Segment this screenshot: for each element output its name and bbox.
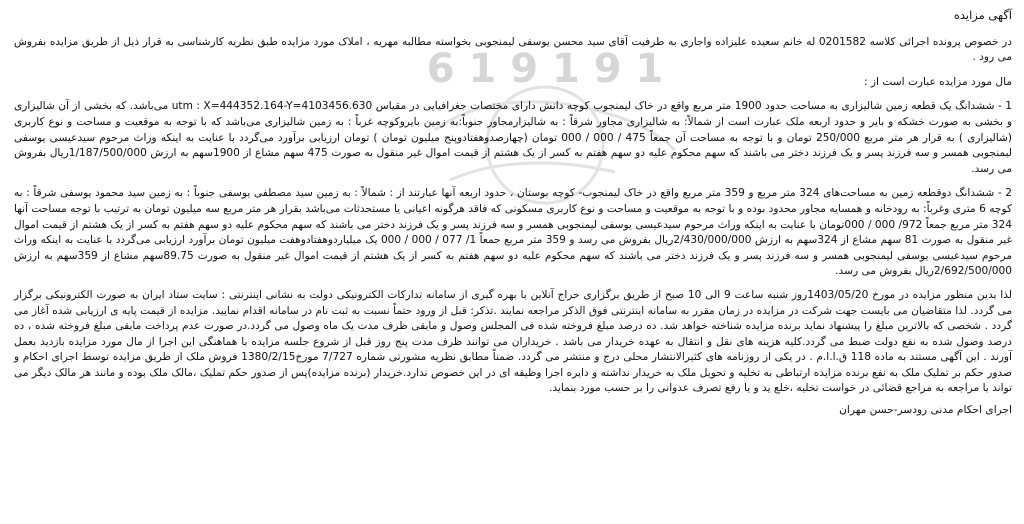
auction-terms-paragraph: لذا بدین منظور مزایده در مورخ 1403/05/20روز شنبه ساعت 9 الی 10 صبح از طریق برگزاری حراج آنلاین با بهره گیری از سامانه تدارکات الکترونیکی دولت به نشانی اینترنتی : سایت ستاد ایران به صورت الکترونیکی برگزار می گردد. لذا متقاضیان می بایست جهت شرکت در مزایده در زمان مقرر به سامانه اینترنتی فوق الذکر مراجعه نمایند .تذکر: قبل از ورود حتماً نسبت به ثبت نام در سامانه اقدام نمایید. مزایده از قیمت پایه ی ارزیابی شده آغاز می گردد . شخصی که بالاترین مبلغ را پیشنهاد نماید برنده مزایده شناخته خواهد شد. ده درصد مبلغ فروخته شده فی المجلس وصول و مابقی ظرف مدت یک ماه وصول می گردد.در صورت عدم پرداخت مابقی مبلغ فروخته شده ، ده درصد وصول شده به نفع دولت ضبط می گردد.کلیه هزینه های نقل و انتقال به عهده خریدار می باشد . خریداران می توانند ظرف مدت پنج روز قبل از شروع جلسه مزایده با هماهنگی این اجرا از مال مورد مزایده بازدید بعمل آورند . این آگهی مستند به ماده 118 ق.ا.ا.م . در یکی از روزنامه های کثیرالانتشار محلی درج و منتشر می گردد. ضمناً مطابق نظریه مشورتی شماره 7/727 مورخ1380/2/15 فروش ملک از طریق مزایده توسط اجرای احکام و صدور حکم بر تملیک ملک به نفع برنده مزایده ارتباطی به تخلیه و تحویل ملک به خریدار نداشته و دایره اجرا وظیفه ای در این خصوص ندارد.خریدار (برنده مزایده)پس از صدور حکم تملیک ،مالک ملک بوده و مانند هر مالک دیگر می تواند با مراجعه به مراجع قضائی در خواست تخلیه ،خلع ید و یا رفع تصرف عدوانی را بر حسب مورد بنماید. [14, 288, 1012, 395]
signature: اجرای احکام مدنی رودسر-حسن مهران [839, 404, 1012, 417]
property-subheading: مال مورد مزایده عبارت است از : [864, 75, 1012, 88]
intro-paragraph: در خصوص پرونده اجرائی کلاسه 0201582 له خانم سعیده علیزاده واجاری به طرفیت آقای سید محسن یوسفی لیمنجوبی بخواسته مطالبه مهریه ، املاک مورد مزایده طبق نظریه کارشناسی به قرار ذیل از طریق مزایده بفروش می رود . [14, 35, 1012, 64]
watermark-number: 6 1 9 1 9 1 [426, 46, 664, 92]
property-item-1: 1 - ششدانگ یک قطعه زمین شالیزاری به مساحت حدود 1900 متر مربع واقع در خاک لیمنجوب کوچه دانش دارای مختصات جغرافیایی در مقیاس utm : X=444352.164-Y=4103456.630 می‌باشد. که بخشی از آن شالیزاری و بخشی به صورت خشکه و بایر و حدود اربعه ملک عبارت است از شمالاً: به شالیزاری مجاور شرقاً : به شالیزارمجاور جنوباً:به زمین بایروکوچه غرباً : به زمین شالیزاری می‌باشد که با توجه به موقعیت و مساحت و نوع کاربری (شالیزاری ) به قرار هر متر مربع 250/000 تومان و با توجه به مساحت آن جمعاً 475 / 000 / 000 تومان (چهارصدوهفتادوپنج میلیون تومان ) تومان ارزیابی برآورد می‌گردد با عنایت به اینکه وراث مرحوم سیدعیسی یوسفی لیمنجوبی همسر و سه فرزند پسر و یک فرزند دختر می باشند که سهم محکوم علیه دو سهم هفتم به کسر از یک هشتم از قیمت اموال غیر منقول به صورت 475 سهم مشاع از 1900سهم به ارزش 1/187/500/000ریال بفروش می رسد. [14, 100, 1012, 175]
notice-title: آگهی مزایده [953, 8, 1012, 22]
property-item-2: 2 - ششدانگ دوقطعه زمین به مساحت‌های 324 متر مربع و 359 متر مربع واقع در خاک لیمنجوب- کوچه بوستان ، حدود اربعه آنها عبارتند از : شمالاً : به زمین سید مصطفی یوسفی جنوباً : به زمین سید محمود یوسفی شرقاً : به کوچه 6 متری وغرباً: به رودخانه و همسایه مجاور محدود بوده و با توجه به موقعیت و مساحت و نوع کاربری مسکونی که فاقد هرگونه اعیانی یا مستحدثات می‌باشد بقرار هر متر مربع سه میلیون تومان به ترتیب با توجه مساحت آنها 324 متر مربع جمعاً 972/ 000 / 000تومان با عنایت به اینکه وراث مرحوم سیدعیسی یوسفی لیمنجوبی همسر و سه فرزند پسر و یک فرزند دختر می باشند که سهم محکوم علیه دو سهم هفتم به کسر از یک هشتم از قیمت اموال غیر منقول به صورت 81 سهم مشاع از 324سهم به ارزش 2/430/000/000ریال بفروش می رسد و 359 متر مربع جمعاً 1/ 077 / 000 / 000 یک میلیاردوهفتادوهفت میلیون تومان برآورد ارزیابی می‌گردد با عنایت به اینکه وراث مرحوم سیدعیسی یوسفی لیمنجوبی همسر و سه فرزند پسر و یک فرزند دختر می باشند که سهم محکوم علیه دو سهم هفتم به کسر از یک هشتم از قیمت اموال غیر منقول به صورت 89.75سهم مشاع از 359سهم به ارزش 2/692/500/000ریال بفروش می رسد. [14, 187, 1013, 278]
